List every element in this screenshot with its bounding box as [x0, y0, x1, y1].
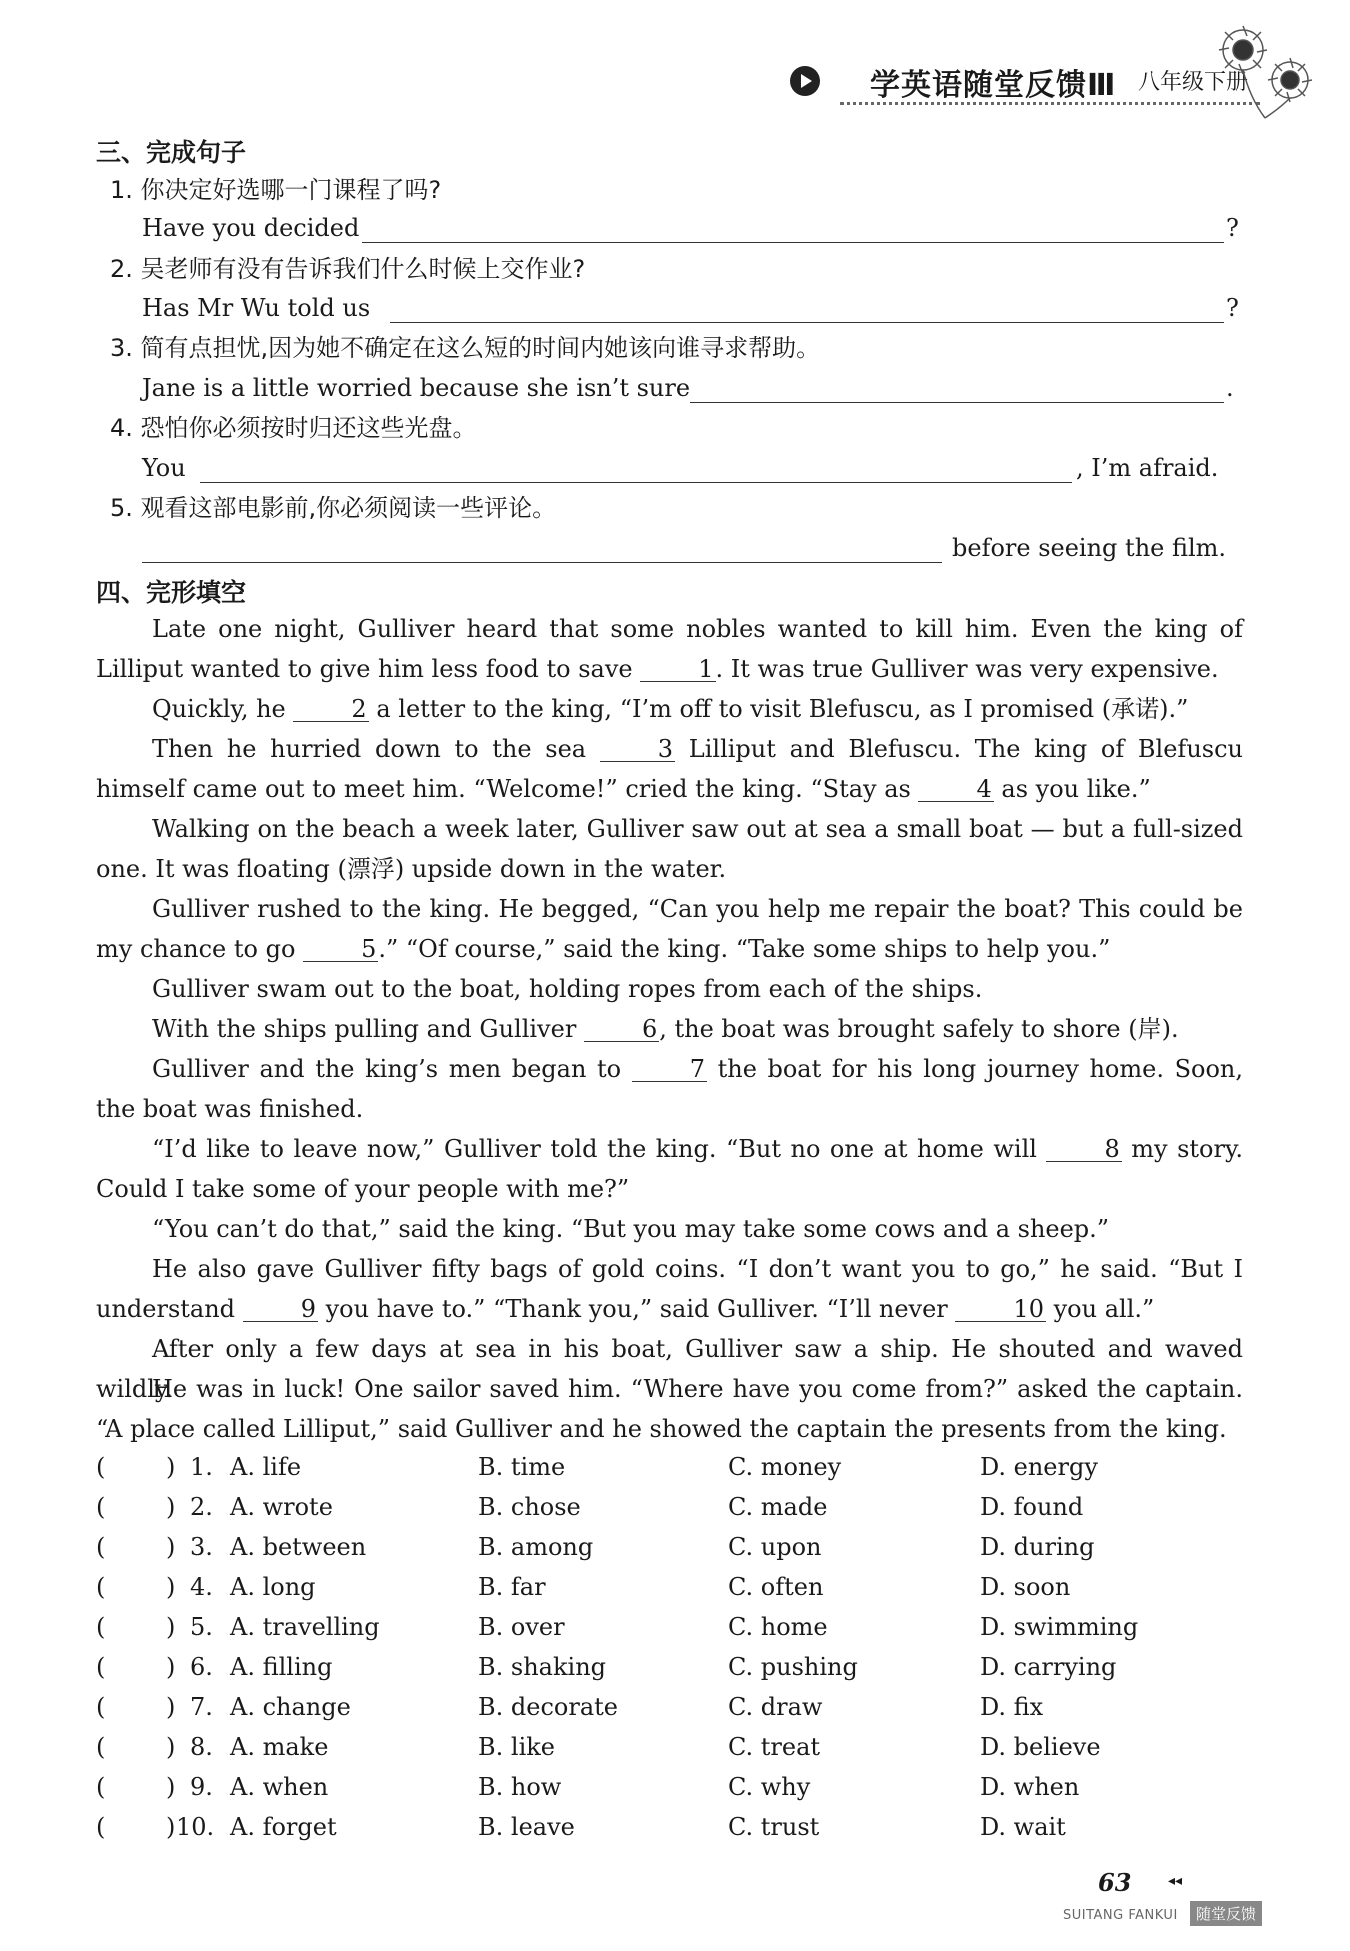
- q5-answer-line[interactable]: [142, 562, 942, 563]
- answer-paren[interactable]: (: [96, 1693, 106, 1721]
- passage-paragraph: After only a few days at sea in his boat, Gulliver saw a ship. He shouted and waved wildly.: [96, 1335, 1243, 1403]
- q4-suffix: , I’m afraid.: [1076, 454, 1219, 482]
- passage-paragraph: He also gave Gulliver fifty bags of gold coins. “I don’t want you to go,” he said. “But I understand 9 you have to.” “Thank you,” said Gulliver. “I’ll never 10 you all.”: [96, 1255, 1243, 1323]
- option-a[interactable]: A. between: [230, 1533, 367, 1561]
- book-title: 学英语随堂反馈Ⅲ: [870, 68, 1117, 103]
- q3-answer-line[interactable]: [690, 402, 1224, 403]
- page-header: [780, 52, 1250, 112]
- q1-prefix: Have you decided: [142, 214, 360, 242]
- blank-8[interactable]: 8: [1046, 1137, 1121, 1162]
- option-c[interactable]: C. made: [728, 1493, 828, 1521]
- option-b[interactable]: B. like: [478, 1733, 555, 1761]
- blank-4[interactable]: 4: [918, 777, 993, 802]
- option-d[interactable]: D. fix: [980, 1693, 1044, 1721]
- option-a[interactable]: A. life: [230, 1453, 302, 1481]
- passage-paragraph: He was in luck! One sailor saved him. “Where have you come from?” asked the captain. “A place called Lilliput,” said Gulliver and he showed the captain the presents from the king.: [96, 1375, 1243, 1443]
- option-a[interactable]: A. change: [230, 1693, 351, 1721]
- page-number: 63: [1098, 1868, 1132, 1897]
- option-b[interactable]: B. leave: [478, 1813, 575, 1841]
- option-b[interactable]: B. how: [478, 1773, 562, 1801]
- section-3-title: 三、完成句子: [96, 138, 247, 167]
- blank-10[interactable]: 10: [955, 1297, 1046, 1322]
- arrow-left-icon: ◂◂: [1168, 1873, 1183, 1889]
- blank-5[interactable]: 5: [303, 937, 378, 962]
- q3-chinese: 3. 简有点担忧,因为她不确定在这么短的时间内她该向谁寻求帮助。: [110, 334, 821, 362]
- answer-paren[interactable]: (: [96, 1733, 106, 1761]
- answer-paren[interactable]: (: [96, 1773, 106, 1801]
- footer-badge: 随堂反馈: [1190, 1901, 1262, 1926]
- q4-chinese: 4. 恐怕你必须按时归还这些光盘。: [110, 414, 477, 442]
- q2-suffix: ?: [1226, 294, 1239, 322]
- option-row-1: ( ) 1. A. life B. time C. money D. energy: [96, 1453, 1098, 1481]
- blank-7[interactable]: 7: [632, 1057, 707, 1082]
- q1-chinese: 1. 你决定好选哪一门课程了吗?: [110, 176, 442, 204]
- option-d[interactable]: D. wait: [980, 1813, 1066, 1841]
- passage-paragraph: Then he hurried down to the sea 3 Lilliput and Blefuscu. The king of Blefuscu himself came out to meet him. “Welcome!” cried the king. “Stay as 4 as you like.”: [96, 735, 1243, 803]
- answer-paren[interactable]: (: [96, 1533, 106, 1561]
- option-c[interactable]: C. home: [728, 1613, 828, 1641]
- footer-brand: SUITANG FANKUI: [1063, 1908, 1178, 1923]
- answer-paren[interactable]: (: [96, 1493, 106, 1521]
- option-d[interactable]: D. during: [980, 1533, 1095, 1561]
- option-a[interactable]: A. make: [230, 1733, 329, 1761]
- passage-paragraph: With the ships pulling and Gulliver 6, the boat was brought safely to shore (岸).: [152, 1015, 1179, 1043]
- option-a[interactable]: A. wrote: [230, 1493, 333, 1521]
- option-b[interactable]: B. far: [478, 1573, 546, 1601]
- blank-2[interactable]: 2: [293, 697, 368, 722]
- passage-paragraph: Gulliver rushed to the king. He begged, “Can you help me repair the boat? This could be my chance to go 5.” “Of course,” said the king. “Take some ships to help you.”: [96, 895, 1243, 963]
- option-a[interactable]: A. forget: [230, 1813, 337, 1841]
- option-row-5: ( ) 5. A. travelling B. over C. home D. swimming: [96, 1613, 1139, 1641]
- answer-paren[interactable]: (: [96, 1453, 106, 1481]
- passage-paragraph: Quickly, he 2 a letter to the king, “I’m off to visit Blefuscu, as I promised (承诺).”: [152, 695, 1189, 723]
- option-c[interactable]: C. pushing: [728, 1653, 858, 1681]
- option-c[interactable]: C. often: [728, 1573, 824, 1601]
- option-b[interactable]: B. chose: [478, 1493, 581, 1521]
- option-d[interactable]: D. found: [980, 1493, 1084, 1521]
- option-a[interactable]: A. filling: [230, 1653, 333, 1681]
- header-divider: [840, 102, 1260, 105]
- blank-6[interactable]: 6: [584, 1017, 659, 1042]
- q1-suffix: ?: [1226, 214, 1239, 242]
- option-row-9: ( ) 9. A. when B. how C. why D. when: [96, 1773, 1080, 1801]
- q5-chinese: 5. 观看这部电影前,你必须阅读一些评论。: [110, 494, 557, 522]
- passage-paragraph: Late one night, Gulliver heard that some nobles wanted to kill him. Even the king of Lilliput wanted to give him less food to save 1. It was true Gulliver was very expensive.: [96, 615, 1243, 683]
- option-b[interactable]: B. over: [478, 1613, 565, 1641]
- option-row-6: ( ) 6. A. filling B. shaking C. pushing D. carrying: [96, 1653, 1117, 1681]
- option-row-4: ( ) 4. A. long B. far C. often D. soon: [96, 1573, 1071, 1601]
- blank-1[interactable]: 1: [640, 657, 715, 682]
- q2-chinese: 2. 吴老师有没有告诉我们什么时候上交作业?: [110, 255, 586, 283]
- option-row-8: ( ) 8. A. make B. like C. treat D. believe: [96, 1733, 1101, 1761]
- blank-9[interactable]: 9: [243, 1297, 318, 1322]
- passage-paragraph: Gulliver and the king’s men began to 7 the boat for his long journey home. Soon, the boat was finished.: [96, 1055, 1243, 1123]
- answer-paren[interactable]: (: [96, 1573, 106, 1601]
- option-row-7: ( ) 7. A. change B. decorate C. draw D. fix: [96, 1693, 1044, 1721]
- q4-answer-line[interactable]: [200, 482, 1072, 483]
- option-c[interactable]: C. why: [728, 1773, 811, 1801]
- answer-paren[interactable]: (: [96, 1613, 106, 1641]
- option-b[interactable]: B. decorate: [478, 1693, 618, 1721]
- answer-paren[interactable]: (: [96, 1813, 106, 1841]
- q3-prefix: Jane is a little worried because she isn’t sure: [142, 374, 691, 402]
- option-c[interactable]: C. draw: [728, 1693, 823, 1721]
- option-d[interactable]: D. carrying: [980, 1653, 1117, 1681]
- option-row-3: ( ) 3. A. between B. among C. upon D. during: [96, 1533, 1095, 1561]
- option-d[interactable]: D. when: [980, 1773, 1080, 1801]
- option-d[interactable]: D. swimming: [980, 1613, 1139, 1641]
- option-c[interactable]: C. trust: [728, 1813, 820, 1841]
- option-d[interactable]: D. energy: [980, 1453, 1098, 1481]
- option-d[interactable]: D. soon: [980, 1573, 1071, 1601]
- option-a[interactable]: A. long: [230, 1573, 316, 1601]
- play-icon: [790, 66, 820, 96]
- q2-prefix: Has Mr Wu told us: [142, 294, 371, 322]
- q4-prefix: You: [142, 454, 186, 482]
- grade-label: 八年级下册: [1138, 70, 1249, 95]
- option-a[interactable]: A. when: [230, 1773, 329, 1801]
- q3-suffix: .: [1226, 374, 1234, 402]
- option-b[interactable]: B. shaking: [478, 1653, 607, 1681]
- option-c[interactable]: C. upon: [728, 1533, 822, 1561]
- option-d[interactable]: D. believe: [980, 1733, 1101, 1761]
- option-a[interactable]: A. travelling: [230, 1613, 380, 1641]
- q1-answer-line[interactable]: [362, 242, 1224, 243]
- blank-3[interactable]: 3: [600, 737, 675, 762]
- option-row-10: ( ) 10. A. forget B. leave C. trust D. wait: [96, 1813, 1066, 1841]
- section-4-title: 四、完形填空: [96, 578, 247, 607]
- option-b[interactable]: B. time: [478, 1453, 566, 1481]
- option-b[interactable]: B. among: [478, 1533, 594, 1561]
- passage-paragraph: “I’d like to leave now,” Gulliver told the king. “But no one at home will 8 my story. Could I take some of your people with me?”: [96, 1135, 1243, 1203]
- q5-suffix: before seeing the film.: [952, 534, 1227, 562]
- option-c[interactable]: C. money: [728, 1453, 842, 1481]
- sunflower-icon: [1205, 18, 1325, 128]
- option-row-2: ( ) 2. A. wrote B. chose C. made D. found: [96, 1493, 1084, 1521]
- q2-answer-line[interactable]: [390, 322, 1224, 323]
- answer-paren[interactable]: (: [96, 1653, 106, 1681]
- passage-paragraph: Walking on the beach a week later, Gulliver saw out at sea a small boat — but a full-sized one. It was floating (漂浮) upside down in the water.: [96, 815, 1243, 883]
- passage-paragraph: “You can’t do that,” said the king. “But you may take some cows and a sheep.”: [152, 1215, 1110, 1243]
- passage-paragraph: Gulliver swam out to the boat, holding ropes from each of the ships.: [152, 975, 983, 1003]
- option-c[interactable]: C. treat: [728, 1733, 821, 1761]
